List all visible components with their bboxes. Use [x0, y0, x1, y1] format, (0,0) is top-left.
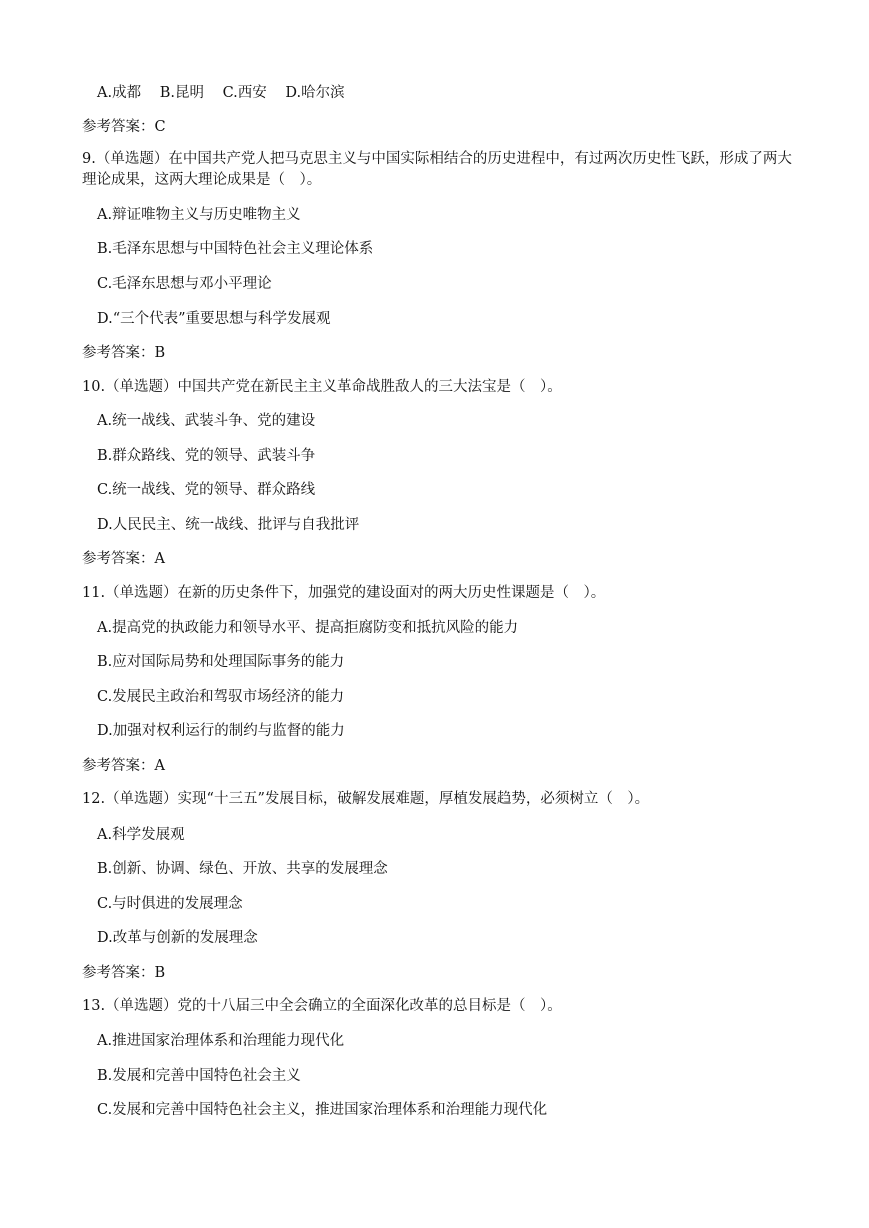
option: B.发展和完善中国特色社会主义 — [97, 1068, 301, 1084]
option: A.辩证唯物主义与历史唯物主义 — [97, 207, 301, 223]
answer-line: 参考答案：A — [82, 758, 165, 774]
prev-question-options — [97, 84, 359, 102]
option: A.成都 — [97, 85, 142, 101]
answer-line: 参考答案：A — [82, 551, 165, 567]
option: A.科学发展观 — [97, 827, 185, 843]
option: B.创新、协调、绿色、开放、共享的发展理念 — [97, 861, 388, 877]
option: C.统一战线、党的领导、群众路线 — [97, 482, 316, 498]
option: D.人民民主、统一战线、批评与自我批评 — [97, 517, 360, 533]
option: A.推进国家治理体系和治理能力现代化 — [97, 1033, 345, 1049]
option: D.“三个代表”重要思想与科学发展观 — [97, 311, 331, 327]
option: C.与时俱进的发展理念 — [97, 896, 243, 912]
option: A.提高党的执政能力和领导水平、提高拒腐防变和抵抗风险的能力 — [97, 620, 519, 636]
option: C.发展和完善中国特色社会主义，推进国家治理体系和治理能力现代化 — [97, 1102, 548, 1118]
option: C.西安 — [222, 85, 267, 101]
option: B.毛泽东思想与中国特色社会主义理论体系 — [97, 241, 374, 257]
question-stem: 13.（单选题）党的十八届三中全会确立的全面深化改革的总目标是（ ）。 — [82, 998, 562, 1014]
answer-line: 参考答案：C — [82, 119, 166, 135]
question-stem: 10.（单选题）中国共产党在新民主主义革命战胜敌人的三大法宝是（ ）。 — [82, 379, 562, 395]
option: B.群众路线、党的领导、武装斗争 — [97, 448, 316, 464]
answer-line: 参考答案：B — [82, 965, 166, 981]
answer-line: 参考答案：B — [82, 345, 166, 361]
question-stem: 9.（单选题）在中国共产党人把马克思主义与中国实际相结合的历史进程中，有过两次历史性飞跃，形成了两大理论成果，这两大理论成果是（ ）。 — [82, 151, 792, 188]
option: B.应对国际局势和处理国际事务的能力 — [97, 654, 345, 670]
option: B.昆明 — [159, 85, 204, 101]
option: A.统一战线、武装斗争、党的建设 — [97, 413, 316, 429]
option: D.加强对权利运行的制约与监督的能力 — [97, 723, 345, 739]
option: D.哈尔滨 — [285, 85, 345, 101]
question-stem: 12.（单选题）实现“十三五”发展目标，破解发展难题，厚植发展趋势，必须树立（ ）。 — [82, 791, 650, 807]
question-stem: 11.（单选题）在新的历史条件下，加强党的建设面对的两大历史性课题是（ ）。 — [82, 585, 606, 601]
option: D.改革与创新的发展理念 — [97, 930, 258, 946]
option: C.发展民主政治和驾驭市场经济的能力 — [97, 689, 345, 705]
option: C.毛泽东思想与邓小平理论 — [97, 276, 272, 292]
